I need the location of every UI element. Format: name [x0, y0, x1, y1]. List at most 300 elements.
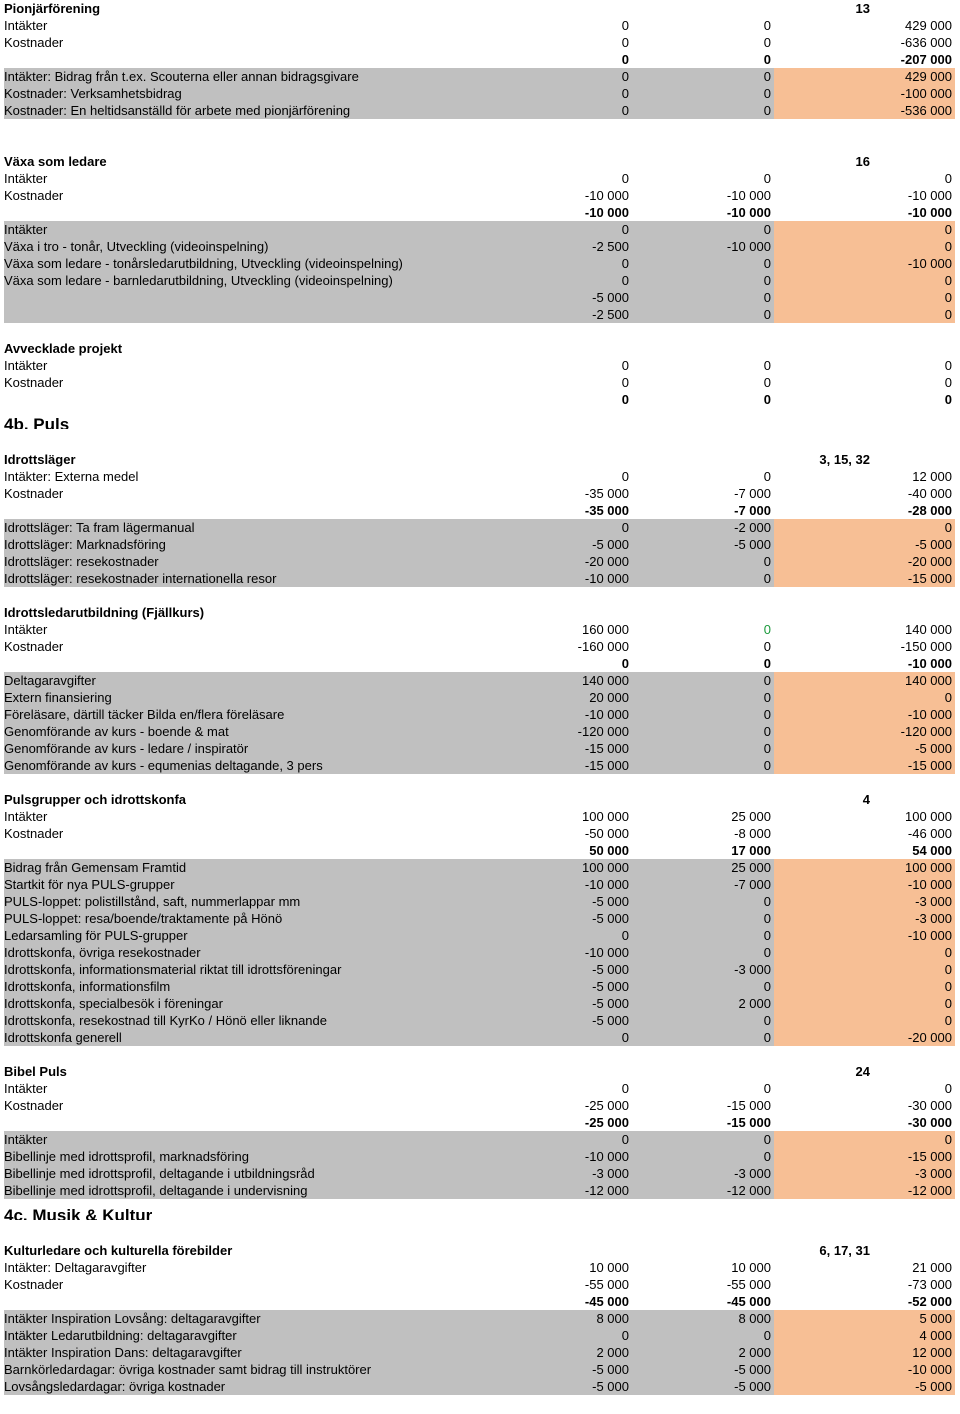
row-label: Kostnader: Verksamhetsbidrag [4, 85, 632, 102]
value-column-1: -55 000 [584, 1277, 629, 1292]
value-column-1: -5 000 [490, 893, 632, 910]
row-label: Intäkter [4, 622, 48, 637]
value-column-3: -12 000 [774, 1182, 955, 1199]
value-column-1: -50 000 [584, 826, 629, 841]
row-label: Ledarsamling för PULS-grupper [4, 927, 632, 944]
value-column-1: -25 000 [584, 1098, 629, 1113]
spacer-row [0, 1225, 960, 1242]
row-label: Genomförande av kurs - boende & mat [4, 723, 632, 740]
spacer-row [0, 119, 960, 136]
project-header-row [0, 1242, 960, 1259]
row-label: Intäkter: Bidrag från t.ex. Scouterna eller annan bidragsgivare [4, 68, 632, 85]
value-column-2: 2 000 [632, 1344, 774, 1361]
value-column-3: 140 000 [774, 672, 955, 689]
row-label: PULS-loppet: polistillstånd, saft, nummerlappar mm [4, 893, 632, 910]
row-label: Växa som ledare - tonårsledarutbildning, Utveckling (videoinspelning) [4, 255, 632, 272]
detail-row [0, 289, 960, 306]
value-column-3: 0 [774, 944, 955, 961]
value-column-2: 0 [632, 893, 774, 910]
value-column-2: 0 [632, 1131, 774, 1148]
value-column-2: 0 [632, 1012, 774, 1029]
value-column-3: 0 [774, 689, 955, 706]
project-header-row [0, 340, 960, 357]
budget-row [0, 1259, 960, 1276]
row-label: Bidrag från Gemensam Framtid [4, 859, 632, 876]
value-column-3: 100 000 [905, 809, 952, 824]
value-column-1: 0 [490, 102, 632, 119]
detail-row [0, 536, 960, 553]
detail-row [0, 910, 960, 927]
value-column-2: -5 000 [632, 1378, 774, 1395]
value-column-1: 0 [490, 519, 632, 536]
detail-row [0, 859, 960, 876]
value-column-1: -2 500 [490, 238, 632, 255]
subtotal-row [0, 391, 960, 408]
value-column-3: 0 [774, 238, 955, 255]
project-title: Avvecklade projekt [4, 341, 123, 356]
row-label: Deltagaravgifter [4, 672, 632, 689]
value-column-2: 0 [632, 85, 774, 102]
value-column-3: 0 [774, 289, 955, 306]
value-column-2: -15 000 [726, 1098, 771, 1113]
project-title: Idrottsledarutbildning (Fjällkurs) [4, 605, 205, 620]
detail-row [0, 221, 960, 238]
row-label: Idrottskonfa, informationsmaterial riktat till idrottsföreningar [4, 961, 632, 978]
value-column-2: 0 [763, 622, 771, 637]
value-column-3: -28 000 [907, 503, 952, 518]
value-column-1: 100 000 [582, 809, 629, 824]
value-column-3: -120 000 [774, 723, 955, 740]
budget-row [0, 17, 960, 34]
value-column-1: 0 [621, 656, 629, 671]
value-column-3: -15 000 [774, 1148, 955, 1165]
row-label: Intäkter Inspiration Lovsång: deltagaravgifter [4, 1310, 632, 1327]
budget-row [0, 638, 960, 655]
row-label: Idrottskonfa generell [4, 1029, 632, 1046]
detail-row [0, 723, 960, 740]
value-column-2: -3 000 [632, 1165, 774, 1182]
value-column-2: -5 000 [632, 1361, 774, 1378]
row-label: Kostnader [4, 35, 64, 50]
value-column-2: 0 [763, 171, 771, 186]
value-column-3: 0 [774, 306, 955, 323]
value-column-3: -20 000 [774, 1029, 955, 1046]
value-column-2: -15 000 [726, 1115, 771, 1130]
budget-row [0, 621, 960, 638]
value-column-2: 0 [632, 289, 774, 306]
value-column-2: 0 [763, 639, 771, 654]
value-column-1: -5 000 [490, 978, 632, 995]
detail-row [0, 1182, 960, 1199]
project-title: Pionjärförening [4, 1, 101, 16]
value-column-3: -52 000 [907, 1294, 952, 1309]
value-column-2: 0 [632, 910, 774, 927]
detail-row [0, 519, 960, 536]
value-column-2: 8 000 [632, 1310, 774, 1327]
value-column-2: -45 000 [726, 1294, 771, 1309]
value-column-3: 0 [774, 519, 955, 536]
row-label: Kostnader [4, 188, 64, 203]
value-column-3: -10 000 [907, 205, 952, 220]
value-column-3: -5 000 [774, 740, 955, 757]
value-column-2: 0 [632, 272, 774, 289]
row-label: Genomförande av kurs - ledare / inspiratör [4, 740, 632, 757]
budget-row [0, 485, 960, 502]
value-column-1: -10 000 [584, 205, 629, 220]
detail-row [0, 757, 960, 774]
detail-row [0, 306, 960, 323]
detail-row [0, 1131, 960, 1148]
detail-row [0, 1029, 960, 1046]
value-column-1: 0 [621, 375, 629, 390]
value-column-1: 50 000 [589, 843, 629, 858]
detail-row [0, 893, 960, 910]
detail-row [0, 1361, 960, 1378]
spacer-row [0, 1046, 960, 1063]
row-label: Kostnader [4, 1277, 64, 1292]
value-column-2: 0 [763, 358, 771, 373]
value-column-1: 160 000 [582, 622, 629, 637]
subtotal-row [0, 502, 960, 519]
row-label: Intäkter [4, 221, 632, 238]
value-column-2: 0 [632, 1148, 774, 1165]
value-column-3: 0 [774, 272, 955, 289]
value-column-2: -2 000 [632, 519, 774, 536]
value-column-2: 0 [632, 1029, 774, 1046]
row-label: Bibellinje med idrottsprofil, deltagande i utbildningsråd [4, 1165, 632, 1182]
value-column-3: -10 000 [774, 706, 955, 723]
row-label: Intäkter Ledarutbildning: deltagaravgifter [4, 1327, 632, 1344]
value-column-1: -5 000 [490, 1378, 632, 1395]
value-column-1: -45 000 [584, 1294, 629, 1309]
value-column-2: -55 000 [726, 1277, 771, 1292]
value-column-1: -10 000 [490, 706, 632, 723]
value-column-1: -10 000 [490, 570, 632, 587]
value-column-3: -10 000 [907, 656, 952, 671]
value-column-2: 0 [632, 570, 774, 587]
value-column-2: -5 000 [632, 536, 774, 553]
detail-row [0, 102, 960, 119]
value-column-1: 0 [490, 927, 632, 944]
value-column-1: -12 000 [490, 1182, 632, 1199]
value-column-3: 0 [774, 1131, 955, 1148]
value-column-1: -5 000 [490, 1012, 632, 1029]
budget-row [0, 808, 960, 825]
row-label: Kostnader [4, 639, 64, 654]
row-label: Idrottskonfa, informationsfilm [4, 978, 632, 995]
row-label: Idrottsläger: resekostnader internationella resor [4, 570, 632, 587]
budget-row [0, 468, 960, 485]
value-column-2: 0 [632, 978, 774, 995]
value-column-3: 0 [944, 358, 952, 373]
value-column-3: -3 000 [774, 910, 955, 927]
spacer-row [0, 587, 960, 604]
row-label: Intäkter: Deltagaravgifter [4, 1260, 147, 1275]
value-column-2: 0 [632, 927, 774, 944]
value-column-1: 10 000 [589, 1260, 629, 1275]
row-label: Extern finansiering [4, 689, 632, 706]
value-column-3: -10 000 [907, 188, 952, 203]
value-column-3: -3 000 [774, 1165, 955, 1182]
value-column-1: -160 000 [577, 639, 629, 654]
project-reference: 13 [855, 1, 870, 16]
detail-row [0, 570, 960, 587]
value-column-1: 0 [621, 1081, 629, 1096]
value-column-1: -20 000 [490, 553, 632, 570]
value-column-1: -120 000 [490, 723, 632, 740]
detail-row [0, 876, 960, 893]
detail-row [0, 1012, 960, 1029]
project-header-row [0, 451, 960, 468]
value-column-3: -10 000 [774, 1361, 955, 1378]
subtotal-row [0, 51, 960, 68]
row-label: Intäkter [4, 18, 48, 33]
value-column-3: 0 [774, 978, 955, 995]
project-title: Kulturledare och kulturella förebilder [4, 1243, 233, 1258]
value-column-3: 54 000 [912, 843, 952, 858]
project-title: Växa som ledare [4, 154, 107, 169]
value-column-3: 12 000 [912, 469, 952, 484]
value-column-2: 0 [632, 102, 774, 119]
value-column-2: 2 000 [632, 995, 774, 1012]
value-column-2: 25 000 [632, 859, 774, 876]
row-label: Kostnader [4, 826, 64, 841]
value-column-3: -100 000 [774, 85, 955, 102]
value-column-3: -46 000 [907, 826, 952, 841]
value-column-1: 0 [621, 18, 629, 33]
value-column-3: -5 000 [774, 1378, 955, 1395]
row-label: Idrottskonfa, övriga resekostnader [4, 944, 632, 961]
value-column-3: -15 000 [774, 570, 955, 587]
value-column-1: 0 [621, 171, 629, 186]
project-reference: 3, 15, 32 [819, 452, 870, 467]
project-title: Pulsgrupper och idrottskonfa [4, 792, 187, 807]
value-column-2: -7 000 [734, 486, 771, 501]
detail-row [0, 961, 960, 978]
value-column-1: 0 [490, 1327, 632, 1344]
value-column-1: 0 [490, 68, 632, 85]
value-column-2: 0 [632, 723, 774, 740]
budget-row [0, 1080, 960, 1097]
value-column-3: -40 000 [907, 486, 952, 501]
value-column-3: 0 [944, 1081, 952, 1096]
detail-row [0, 1327, 960, 1344]
row-label: Intäkter: Externa medel [4, 469, 139, 484]
value-column-1: 0 [621, 358, 629, 373]
value-column-1: -35 000 [584, 486, 629, 501]
value-column-3: 0 [944, 375, 952, 390]
value-column-3: -636 000 [900, 35, 952, 50]
budget-row [0, 825, 960, 842]
value-column-2: -12 000 [632, 1182, 774, 1199]
detail-row [0, 553, 960, 570]
value-column-3: 0 [774, 221, 955, 238]
value-column-1: 8 000 [490, 1310, 632, 1327]
value-column-2: -7 000 [734, 503, 771, 518]
value-column-2: 0 [632, 757, 774, 774]
value-column-3: -3 000 [774, 893, 955, 910]
budget-row [0, 1276, 960, 1293]
value-column-2: 0 [632, 306, 774, 323]
value-column-3: 0 [944, 171, 952, 186]
value-column-3: -73 000 [907, 1277, 952, 1292]
heading-text: 4c. Musik & Kultur [4, 1206, 153, 1220]
section-heading [0, 408, 960, 434]
project-reference: 16 [855, 154, 870, 169]
value-column-2: 0 [632, 255, 774, 272]
value-column-1: 0 [490, 255, 632, 272]
row-label: Intäkter [4, 1131, 632, 1148]
value-column-2: 10 000 [731, 1260, 771, 1275]
project-title: Idrottsläger [4, 452, 76, 467]
value-column-3: -30 000 [907, 1115, 952, 1130]
detail-row [0, 740, 960, 757]
value-column-1: 0 [621, 392, 629, 407]
value-column-1: 2 000 [490, 1344, 632, 1361]
spacer-row [0, 136, 960, 153]
row-label: Idrottskonfa, resekostnad till KyrKo / Hönö eller liknande [4, 1012, 632, 1029]
budget-row [0, 34, 960, 51]
project-reference: 24 [855, 1064, 870, 1079]
row-label: Barnkörledardagar: övriga kostnader samt bidrag till instruktörer [4, 1361, 632, 1378]
row-label: Idrottsläger: Marknadsföring [4, 536, 632, 553]
detail-row [0, 1344, 960, 1361]
detail-row [0, 85, 960, 102]
detail-row [0, 672, 960, 689]
value-column-1: 0 [621, 52, 629, 67]
value-column-3: 429 000 [905, 18, 952, 33]
value-column-3: 0 [774, 995, 955, 1012]
detail-row [0, 927, 960, 944]
value-column-1: -5 000 [490, 1361, 632, 1378]
value-column-3: 21 000 [912, 1260, 952, 1275]
value-column-1: -5 000 [490, 536, 632, 553]
project-header-row [0, 604, 960, 621]
detail-row [0, 272, 960, 289]
value-column-3: 0 [944, 392, 952, 407]
value-column-1: -35 000 [584, 503, 629, 518]
value-column-2: 0 [632, 672, 774, 689]
detail-row [0, 1310, 960, 1327]
value-column-2: 0 [763, 656, 771, 671]
value-column-2: -10 000 [726, 188, 771, 203]
project-header-row [0, 0, 960, 17]
value-column-2: -10 000 [726, 205, 771, 220]
value-column-1: 20 000 [490, 689, 632, 706]
detail-row [0, 689, 960, 706]
detail-row [0, 238, 960, 255]
value-column-3: -10 000 [774, 876, 955, 893]
value-column-2: 0 [632, 706, 774, 723]
value-column-2: -10 000 [632, 238, 774, 255]
detail-row [0, 1165, 960, 1182]
spacer-row [0, 774, 960, 791]
value-column-1: -10 000 [490, 1148, 632, 1165]
project-header-row [0, 791, 960, 808]
value-column-2: -7 000 [632, 876, 774, 893]
value-column-3: 4 000 [774, 1327, 955, 1344]
value-column-3: -10 000 [774, 927, 955, 944]
value-column-1: -5 000 [490, 995, 632, 1012]
value-column-1: 0 [490, 221, 632, 238]
detail-row [0, 255, 960, 272]
value-column-3: -30 000 [907, 1098, 952, 1113]
value-column-1: -10 000 [490, 944, 632, 961]
value-column-2: 0 [763, 1081, 771, 1096]
value-column-1: -5 000 [490, 910, 632, 927]
value-column-1: -15 000 [490, 757, 632, 774]
value-column-3: -5 000 [774, 536, 955, 553]
row-label: Intäkter Inspiration Dans: deltagaravgifter [4, 1344, 632, 1361]
spacer-row [0, 434, 960, 451]
value-column-2: 0 [632, 553, 774, 570]
row-label: Kostnader: En heltidsanställd för arbete med pionjärförening [4, 102, 632, 119]
budget-row [0, 1097, 960, 1114]
heading-text: 4b. Puls [4, 415, 70, 429]
budget-row [0, 187, 960, 204]
subtotal-row [0, 655, 960, 672]
budget-row [0, 374, 960, 391]
row-label: Intäkter [4, 171, 48, 186]
value-column-2: 0 [763, 52, 771, 67]
value-column-2: 0 [763, 375, 771, 390]
value-column-3: -207 000 [900, 52, 952, 67]
detail-row [0, 1378, 960, 1395]
project-reference: 6, 17, 31 [819, 1243, 870, 1258]
value-column-3: 0 [774, 961, 955, 978]
value-column-3: -536 000 [774, 102, 955, 119]
detail-row [0, 706, 960, 723]
value-column-1: -2 500 [490, 306, 632, 323]
row-label: Idrottsläger: Ta fram lägermanual [4, 519, 632, 536]
value-column-2: 0 [632, 740, 774, 757]
row-label: Föreläsare, därtill täcker Bilda en/flera föreläsare [4, 706, 632, 723]
value-column-1: 0 [490, 85, 632, 102]
value-column-1: -5 000 [490, 961, 632, 978]
value-column-1: 0 [490, 272, 632, 289]
project-title: Bibel Puls [4, 1064, 67, 1079]
value-column-1: -5 000 [490, 289, 632, 306]
value-column-3: 5 000 [774, 1310, 955, 1327]
row-label: Växa i tro - tonår, Utveckling (videoinspelning) [4, 238, 632, 255]
value-column-1: -10 000 [490, 876, 632, 893]
value-column-3: 140 000 [905, 622, 952, 637]
detail-row [0, 978, 960, 995]
detail-row [0, 995, 960, 1012]
value-column-1: 0 [490, 1131, 632, 1148]
value-column-3: 429 000 [774, 68, 955, 85]
row-label: Genomförande av kurs - equmenias deltagande, 3 pers [4, 757, 632, 774]
subtotal-row [0, 1114, 960, 1131]
value-column-2: 0 [632, 689, 774, 706]
value-column-2: 0 [763, 469, 771, 484]
value-column-2: 0 [632, 1327, 774, 1344]
value-column-1: 0 [490, 1029, 632, 1046]
subtotal-row [0, 1293, 960, 1310]
value-column-2: -3 000 [632, 961, 774, 978]
row-label: Kostnader [4, 486, 64, 501]
budget-row [0, 357, 960, 374]
detail-row [0, 1148, 960, 1165]
value-column-2: 0 [632, 68, 774, 85]
value-column-1: 100 000 [490, 859, 632, 876]
row-label: Idrottsläger: resekostnader [4, 553, 632, 570]
value-column-3: -150 000 [900, 639, 952, 654]
row-label: PULS-loppet: resa/boende/traktamente på Hönö [4, 910, 632, 927]
row-label: Idrottskonfa, specialbesök i föreningar [4, 995, 632, 1012]
detail-row [0, 68, 960, 85]
value-column-2: 0 [763, 18, 771, 33]
